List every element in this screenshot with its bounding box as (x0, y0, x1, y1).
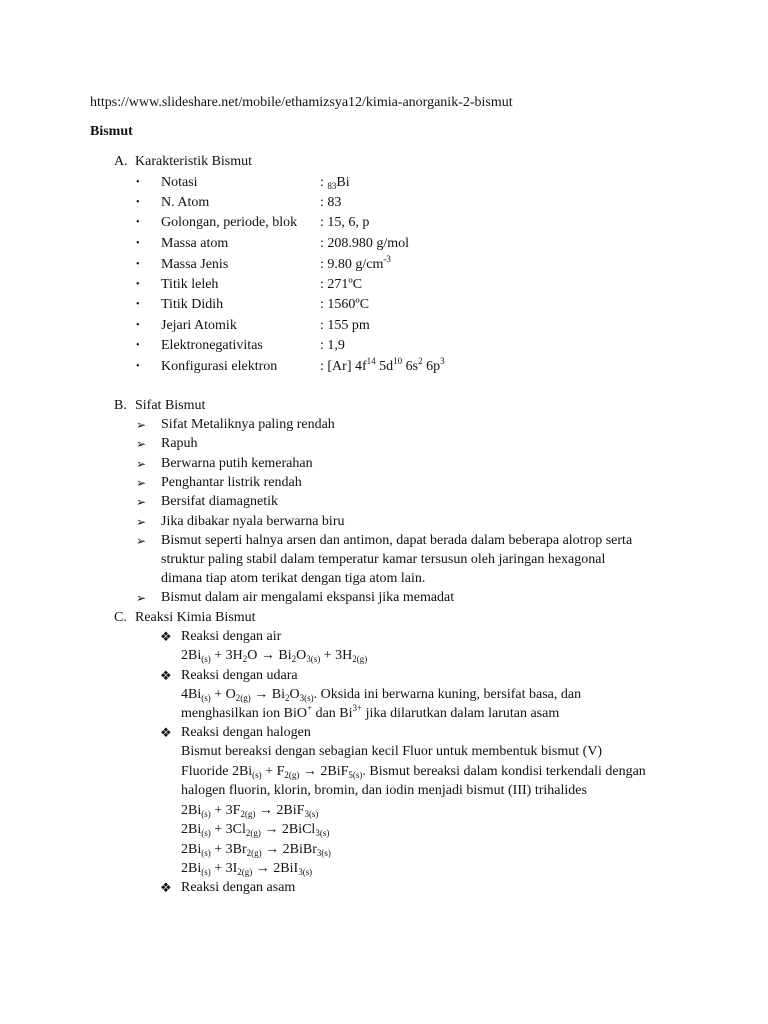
reaction-heading: Reaksi dengan air (181, 629, 282, 644)
reaction-heading: Reaksi dengan asam (181, 880, 296, 895)
section-c-letter: C. (114, 610, 127, 625)
section-a-letter: A. (114, 154, 128, 169)
bullet-icon: • (136, 177, 140, 188)
prop-value: : 1,9 (320, 338, 345, 353)
list-item: Bismut seperti halnya arsen dan antimon, dapat berada dalam beberapa alotrop serta (161, 533, 633, 548)
prop-label: Jejari Atomik (161, 318, 237, 333)
list-item: Bismut dalam air mengalami ekspansi jika memadat (161, 590, 455, 605)
prop-value: : 1560ºC (320, 297, 370, 312)
reaction-equation: $2Bi_{(s)} + 3H_2O \to Bi_2O_{3(s)} + 3H_{2(g)}$ (181, 648, 368, 664)
bullet-icon: • (136, 340, 140, 351)
list-item: Penghantar listrik rendah (161, 475, 302, 490)
diamond-bullet-icon: ❖ (160, 880, 172, 895)
prop-label: Notasi (161, 175, 198, 190)
bullet-icon: • (136, 279, 140, 290)
prop-label: Massa atom (161, 236, 229, 251)
prop-value: : 9.80 $g/cm^{-3}$ (320, 254, 391, 272)
reaction-heading: Reaksi dengan udara (181, 668, 298, 683)
prop-label: Golongan, periode, blok (161, 215, 298, 230)
prop-label: Titik Didih (161, 297, 224, 312)
prop-value: : 155 pm (320, 318, 370, 333)
reaction-equation: $2Bi_{(s)} + 3I_{2(g)} \to 2BiI_{3(s)}$ (181, 861, 313, 877)
prop-value: : $_{83}$Bi (320, 175, 350, 191)
prop-label: Konfigurasi elektron (161, 359, 278, 374)
arrow-bullet-icon: ➢ (136, 591, 147, 605)
list-item-continuation: struktur paling stabil dalam temperatur kamar tersusun oleh jaringan hexagonal (161, 552, 606, 567)
prop-label: Elektronegativitas (161, 338, 263, 353)
bullet-icon: • (136, 361, 140, 372)
list-item: Rapuh (161, 436, 198, 451)
section-a-title: Karakteristik Bismut (135, 154, 253, 169)
reaction-equation: $2Bi_{(s)} + 3Cl_{2(g)}$ → 2BiCl$_{3(s)}$ (181, 822, 330, 838)
list-item-continuation: dimana tiap atom terikat dengan tiga atom lain. (161, 571, 426, 586)
list-item: Jika dibakar nyala berwarna biru (161, 514, 345, 529)
arrow-bullet-icon: ➢ (136, 476, 147, 490)
diamond-bullet-icon: ❖ (160, 725, 172, 740)
list-item: Berwarna putih kemerahan (161, 456, 313, 471)
bullet-icon: • (136, 238, 140, 249)
bullet-icon: • (136, 259, 140, 270)
reaction-equation: $2Bi_{(s)} + 3Br_{2(g)}$ → 2BiBr$_{3(s)}$ (181, 842, 331, 858)
prop-label: Massa Jenis (161, 257, 229, 272)
bullet-icon: • (136, 320, 140, 331)
source-url: https://www.slideshare.net/mobile/ethamizsya12/kimia-anorganik-2-bismut (90, 95, 513, 110)
arrow-bullet-icon: ➢ (136, 515, 147, 529)
prop-value: : [Ar] $4f^{14}$ $5d^{10}$ $6s^2$ $6p^3$ (320, 356, 445, 374)
prop-value: : 83 (320, 195, 342, 210)
section-b-title: Sifat Bismut (135, 398, 206, 413)
prop-value: : 15, 6, p (320, 215, 370, 230)
prop-value: : 271ºC (320, 277, 363, 292)
prop-label: N. Atom (161, 195, 210, 210)
reaction-heading: Reaksi dengan halogen (181, 725, 311, 740)
reaction-text: Bismut bereaksi dengan sebagian kecil Fluor untuk membentuk bismut (V) (181, 744, 603, 759)
section-b-letter: B. (114, 398, 127, 413)
bullet-icon: • (136, 217, 140, 228)
section-c-title: Reaksi Kimia Bismut (135, 610, 256, 625)
arrow-bullet-icon: ➢ (136, 437, 147, 451)
diamond-bullet-icon: ❖ (160, 668, 172, 683)
bullet-icon: • (136, 299, 140, 310)
arrow-bullet-icon: ➢ (136, 457, 147, 471)
reaction-equation: $2Bi_{(s)} + 3F_{2(g)} \to 2BiF_{3(s)}$ (181, 803, 319, 819)
document-title: Bismut (90, 124, 133, 139)
arrow-bullet-icon: ➢ (136, 495, 147, 509)
reaction-text: menghasilkan ion BiO+ dan $Bi^{3+}$ jika dilarutkan dalam larutan asam (181, 703, 560, 721)
prop-label: Titik leleh (161, 277, 219, 292)
list-item: Bersifat diamagnetik (161, 494, 279, 509)
diamond-bullet-icon: ❖ (160, 629, 172, 644)
bullet-icon: • (136, 197, 140, 208)
reaction-equation: $4Bi_{(s)} + O_{2(g)} \to Bi_2O_{3(s)}$. Oksida ini berwarna kuning, bersifat basa, dan (181, 687, 582, 703)
reaction-equation: Fluoride $2Bi_{(s)} + F_{2(g)} \to 2BiF_{5(s)}$. Bismut bereaksi dalam kondisi terkendali dengan (181, 764, 646, 780)
arrow-bullet-icon: ➢ (136, 534, 147, 548)
arrow-bullet-icon: ➢ (136, 418, 147, 432)
reaction-text: halogen fluorin, klorin, bromin, dan iodin menjadi bismut (III) trihalides (181, 783, 587, 798)
list-item: Sifat Metaliknya paling rendah (161, 417, 335, 432)
prop-value: : 208.980 g/mol (320, 236, 410, 251)
